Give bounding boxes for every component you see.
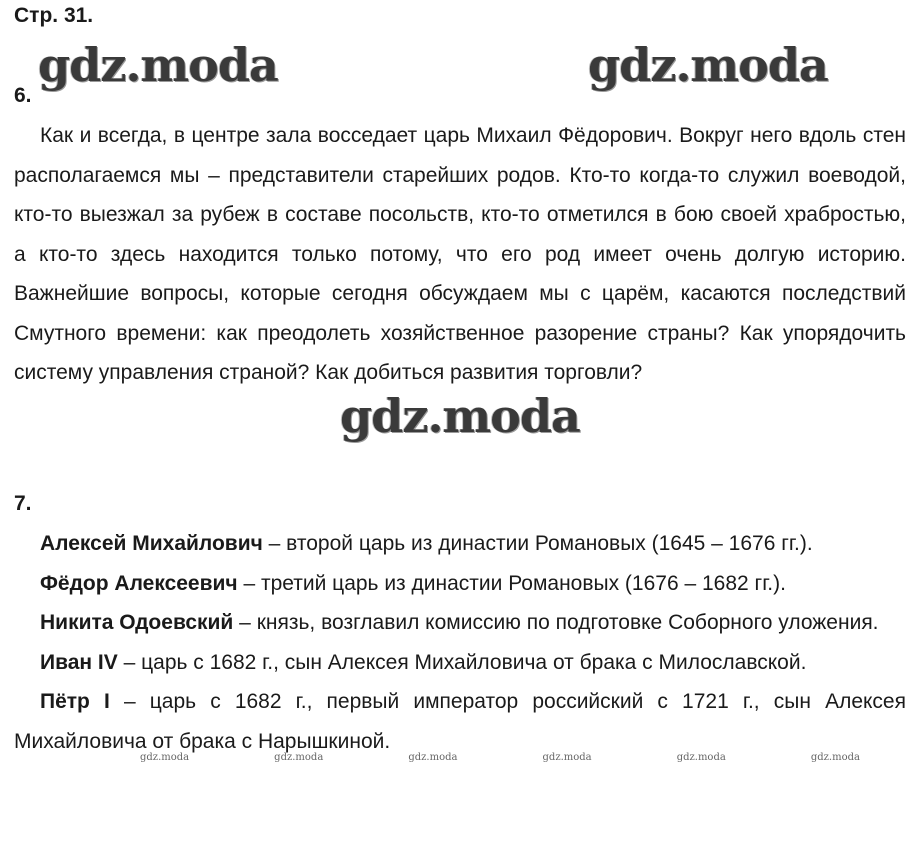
task-6-text: Как и всегда, в центре зала восседает царь Михаил Фёдорович. Вокруг него вдоль стен располагаемся мы – представители старейших родов. Кто-то когда-то служил воеводой, кто-то выезжал за рубеж в составе посольств, кто-то отметился в бою своей храбростью, а кто-то здесь находится только потому, что его род имеет очень долгую историю. Важнейшие вопросы, которые сегодня обсуждаем мы с царём, касаются последствий Смутного времени: как преодолеть хозяйственное разорение страны? Как упорядочить систему управления страной? Как добиться развития торговли? [14,124,906,384]
entry-name: Никита Одоевский [40,611,234,634]
entry-description: – третий царь из династии Романовых (1676 – 1682 гг.). [237,571,786,595]
watermark-small: gdz.moda [810,752,860,763]
entry-description: – царь с 1682 г., сын Алексея Михайловича от брака с Милославской. [117,650,807,674]
watermark-small: gdz.moda [542,752,592,763]
entry-description: – князь, возглавил комиссию по подготовке Соборного уложения. [233,611,879,634]
entry-name: Фёдор Алексеевич [40,571,238,595]
entry-fyodor-alekseevich [14,564,906,604]
entry-description: – царь с 1682 г., первый император российский с 1721 г., сын Алексея Михайловича от брака с Нарышкиной. [14,690,906,753]
watermark-small: gdz.moda [408,752,458,763]
page-label: Стр. 31. [14,4,94,27]
entry-ivan-iv [14,643,906,683]
watermark-small: gdz.moda [140,752,190,763]
entry-name: Пётр I [40,690,110,713]
watermark-small: gdz.moda [676,752,726,763]
entry-aleksey-mikhailovich [14,524,906,564]
task-6-number: 6. [14,84,32,107]
watermark-logo: gdz.moda [38,38,278,92]
watermark-logo: gdz.moda [340,389,580,443]
entry-name: Иван IV [40,650,118,674]
watermark-small: gdz.moda [274,752,324,763]
entry-nikita-odoevsky [14,603,906,643]
entry-description: – второй царь из династии Романовых (1645 – 1676 гг.). [262,532,813,555]
watermark-logo: gdz.moda [588,38,828,92]
task-7-number: 7. [14,492,32,515]
entry-name: Алексей Михайлович [40,532,263,555]
task-7-entries [14,524,906,761]
entry-peter-i [14,682,906,761]
